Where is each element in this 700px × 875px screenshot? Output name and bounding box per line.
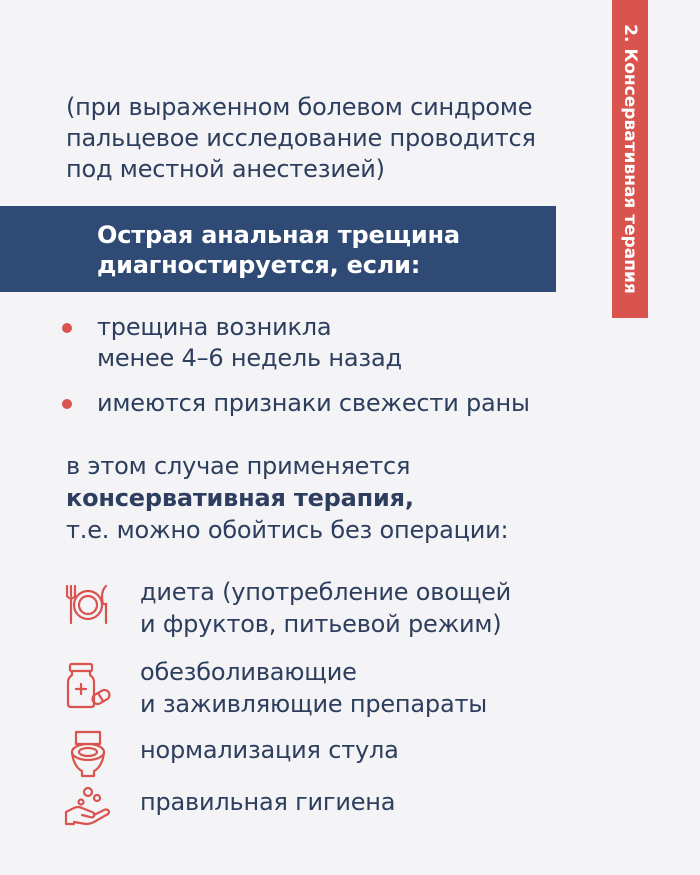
hand-wash-icon xyxy=(62,782,114,834)
paragraph-line: в этом случае применяется xyxy=(66,452,411,480)
therapy-paragraph xyxy=(66,450,508,546)
item-line: правильная гигиена xyxy=(140,788,396,816)
intro-line: под местной анестезией) xyxy=(66,155,385,183)
item-text xyxy=(140,786,395,818)
intro-line: пальцевое исследование проводится xyxy=(66,124,536,152)
bullet-dot-icon xyxy=(62,323,72,333)
item-line: и фруктов, питьевой режим) xyxy=(140,610,502,638)
intro-note xyxy=(66,92,596,185)
item-line: диета (употребление овощей xyxy=(140,578,512,606)
item-text xyxy=(140,576,511,640)
toilet-icon xyxy=(62,728,114,780)
paragraph-line: т.е. можно обойтись без операции: xyxy=(66,516,509,544)
item-line: и заживляющие препараты xyxy=(140,690,487,718)
diagnosis-banner xyxy=(0,206,556,292)
item-text xyxy=(140,656,487,720)
bullet-text xyxy=(97,388,530,419)
banner-line: диагностируется, если: xyxy=(97,251,421,279)
section-tab xyxy=(612,0,648,318)
paragraph-emphasis: консервативная терапия, xyxy=(66,484,414,512)
banner-line: Острая анальная трещина xyxy=(97,221,460,249)
item-text xyxy=(140,734,399,766)
section-tab-label: 2. Консервативная терапия xyxy=(620,24,640,294)
medicine-bottle-icon xyxy=(62,660,114,712)
bullet-text xyxy=(97,312,402,374)
item-line: обезболивающие xyxy=(140,658,357,686)
intro-line: (при выраженном болевом синдроме xyxy=(66,93,533,121)
item-line: нормализация стула xyxy=(140,736,399,764)
bullet-line: трещина возникла xyxy=(97,313,332,341)
bullet-line: имеются признаки свежести раны xyxy=(97,389,530,417)
bullet-dot-icon xyxy=(62,399,72,409)
bullet-line: менее 4–6 недель назад xyxy=(97,344,402,372)
banner-heading xyxy=(97,220,460,280)
plate-cutlery-icon xyxy=(62,578,114,630)
